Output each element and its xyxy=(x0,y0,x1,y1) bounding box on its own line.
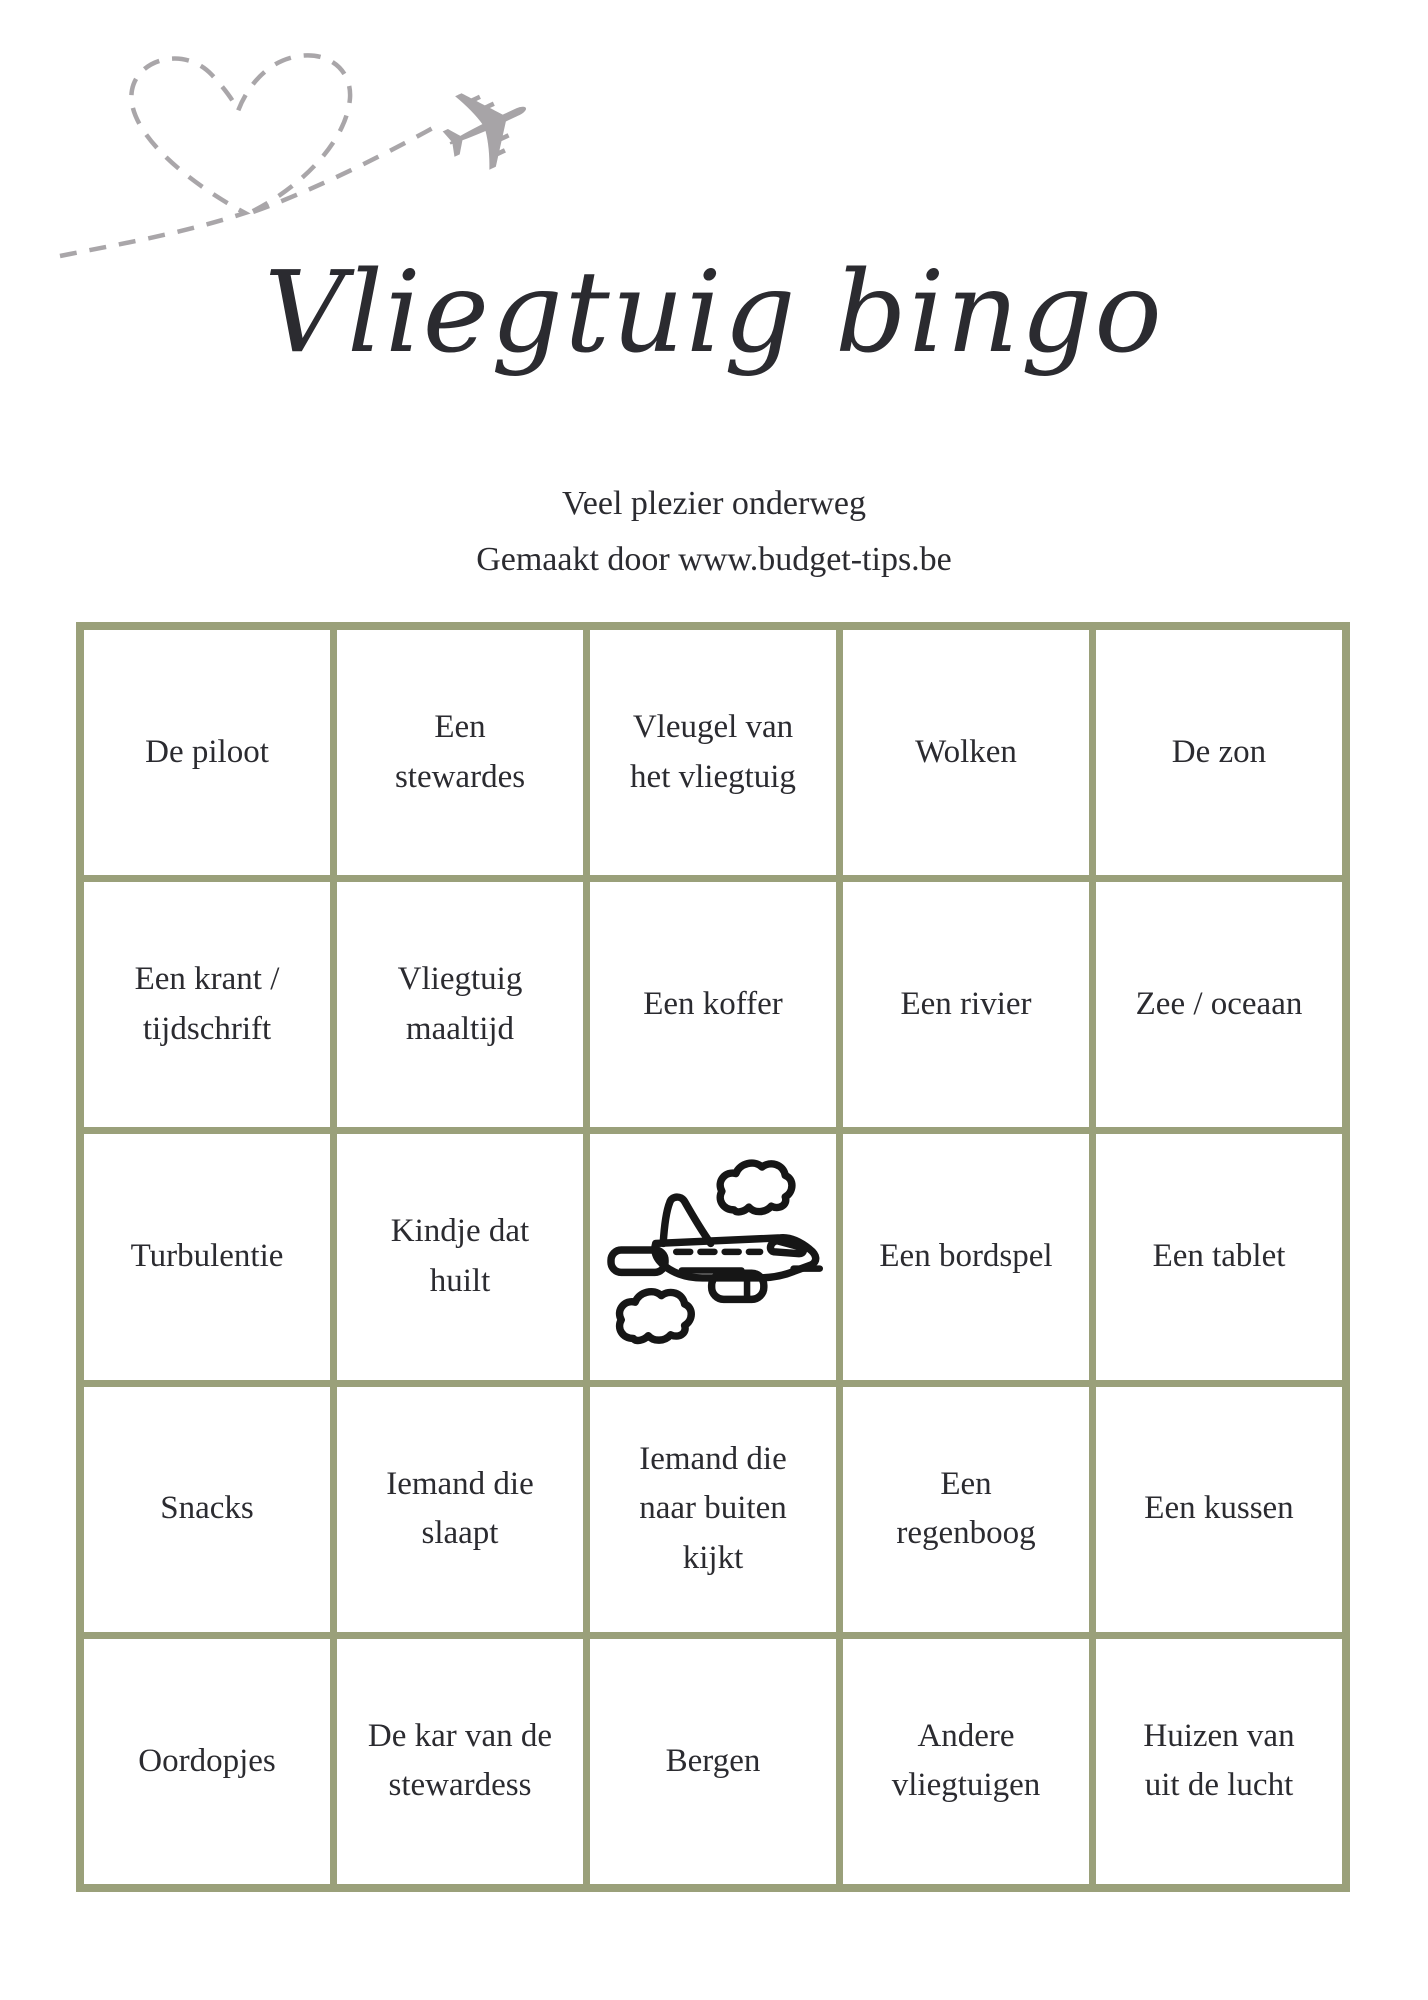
bingo-cell: De kar van de stewardess xyxy=(337,1639,583,1884)
bingo-cell: Vleugel van het vliegtuig xyxy=(590,630,836,875)
bingo-cell: Vliegtuig maaltijd xyxy=(337,882,583,1127)
bingo-cell: Een koffer xyxy=(590,882,836,1127)
bingo-cell: Bergen xyxy=(590,1639,836,1884)
credit-line: Gemaakt door www.budget-tips.be xyxy=(476,541,952,578)
bingo-cell: Andere vliegtuigen xyxy=(843,1639,1089,1884)
bingo-cell: Oordopjes xyxy=(84,1639,330,1884)
bingo-cell: Huizen van uit de lucht xyxy=(1096,1639,1342,1884)
page-title: Vliegtuig bingo xyxy=(264,248,1164,378)
bingo-cell: De piloot xyxy=(84,630,330,875)
bingo-cell: De zon xyxy=(1096,630,1342,875)
bingo-cell: Een rivier xyxy=(843,882,1089,1127)
bingo-cell: Kindje dat huilt xyxy=(337,1134,583,1379)
bingo-cell: Een regenboog xyxy=(843,1387,1089,1632)
subtitle: Veel plezier onderweg xyxy=(562,485,866,522)
bingo-cell: Een tablet xyxy=(1096,1134,1342,1379)
cloud-bottom-left xyxy=(619,1292,691,1341)
bingo-cell: Een krant / tijdschrift xyxy=(84,882,330,1127)
dashed-heart-trail xyxy=(60,55,440,256)
airplane-icon: ✈ xyxy=(414,44,562,212)
plane-tail-fin xyxy=(663,1198,711,1244)
plane-cockpit-window xyxy=(770,1241,803,1254)
bingo-cell: Een bordspel xyxy=(843,1134,1089,1379)
bingo-cell: Iemand die slaapt xyxy=(337,1387,583,1632)
bingo-cell: Zee / oceaan xyxy=(1096,882,1342,1127)
bingo-cell: Snacks xyxy=(84,1387,330,1632)
bingo-grid xyxy=(76,622,1350,1892)
airplane-with-clouds-icon xyxy=(596,1154,831,1359)
bingo-cell: Wolken xyxy=(843,630,1089,875)
bingo-cell: Een stewardes xyxy=(337,630,583,875)
bingo-cell: Turbulentie xyxy=(84,1134,330,1379)
bingo-cell: Een kussen xyxy=(1096,1387,1342,1632)
cloud-top-right xyxy=(720,1164,792,1213)
bingo-cell-free-space xyxy=(590,1134,836,1379)
bingo-cell: Iemand die naar buiten kijkt xyxy=(590,1387,836,1632)
